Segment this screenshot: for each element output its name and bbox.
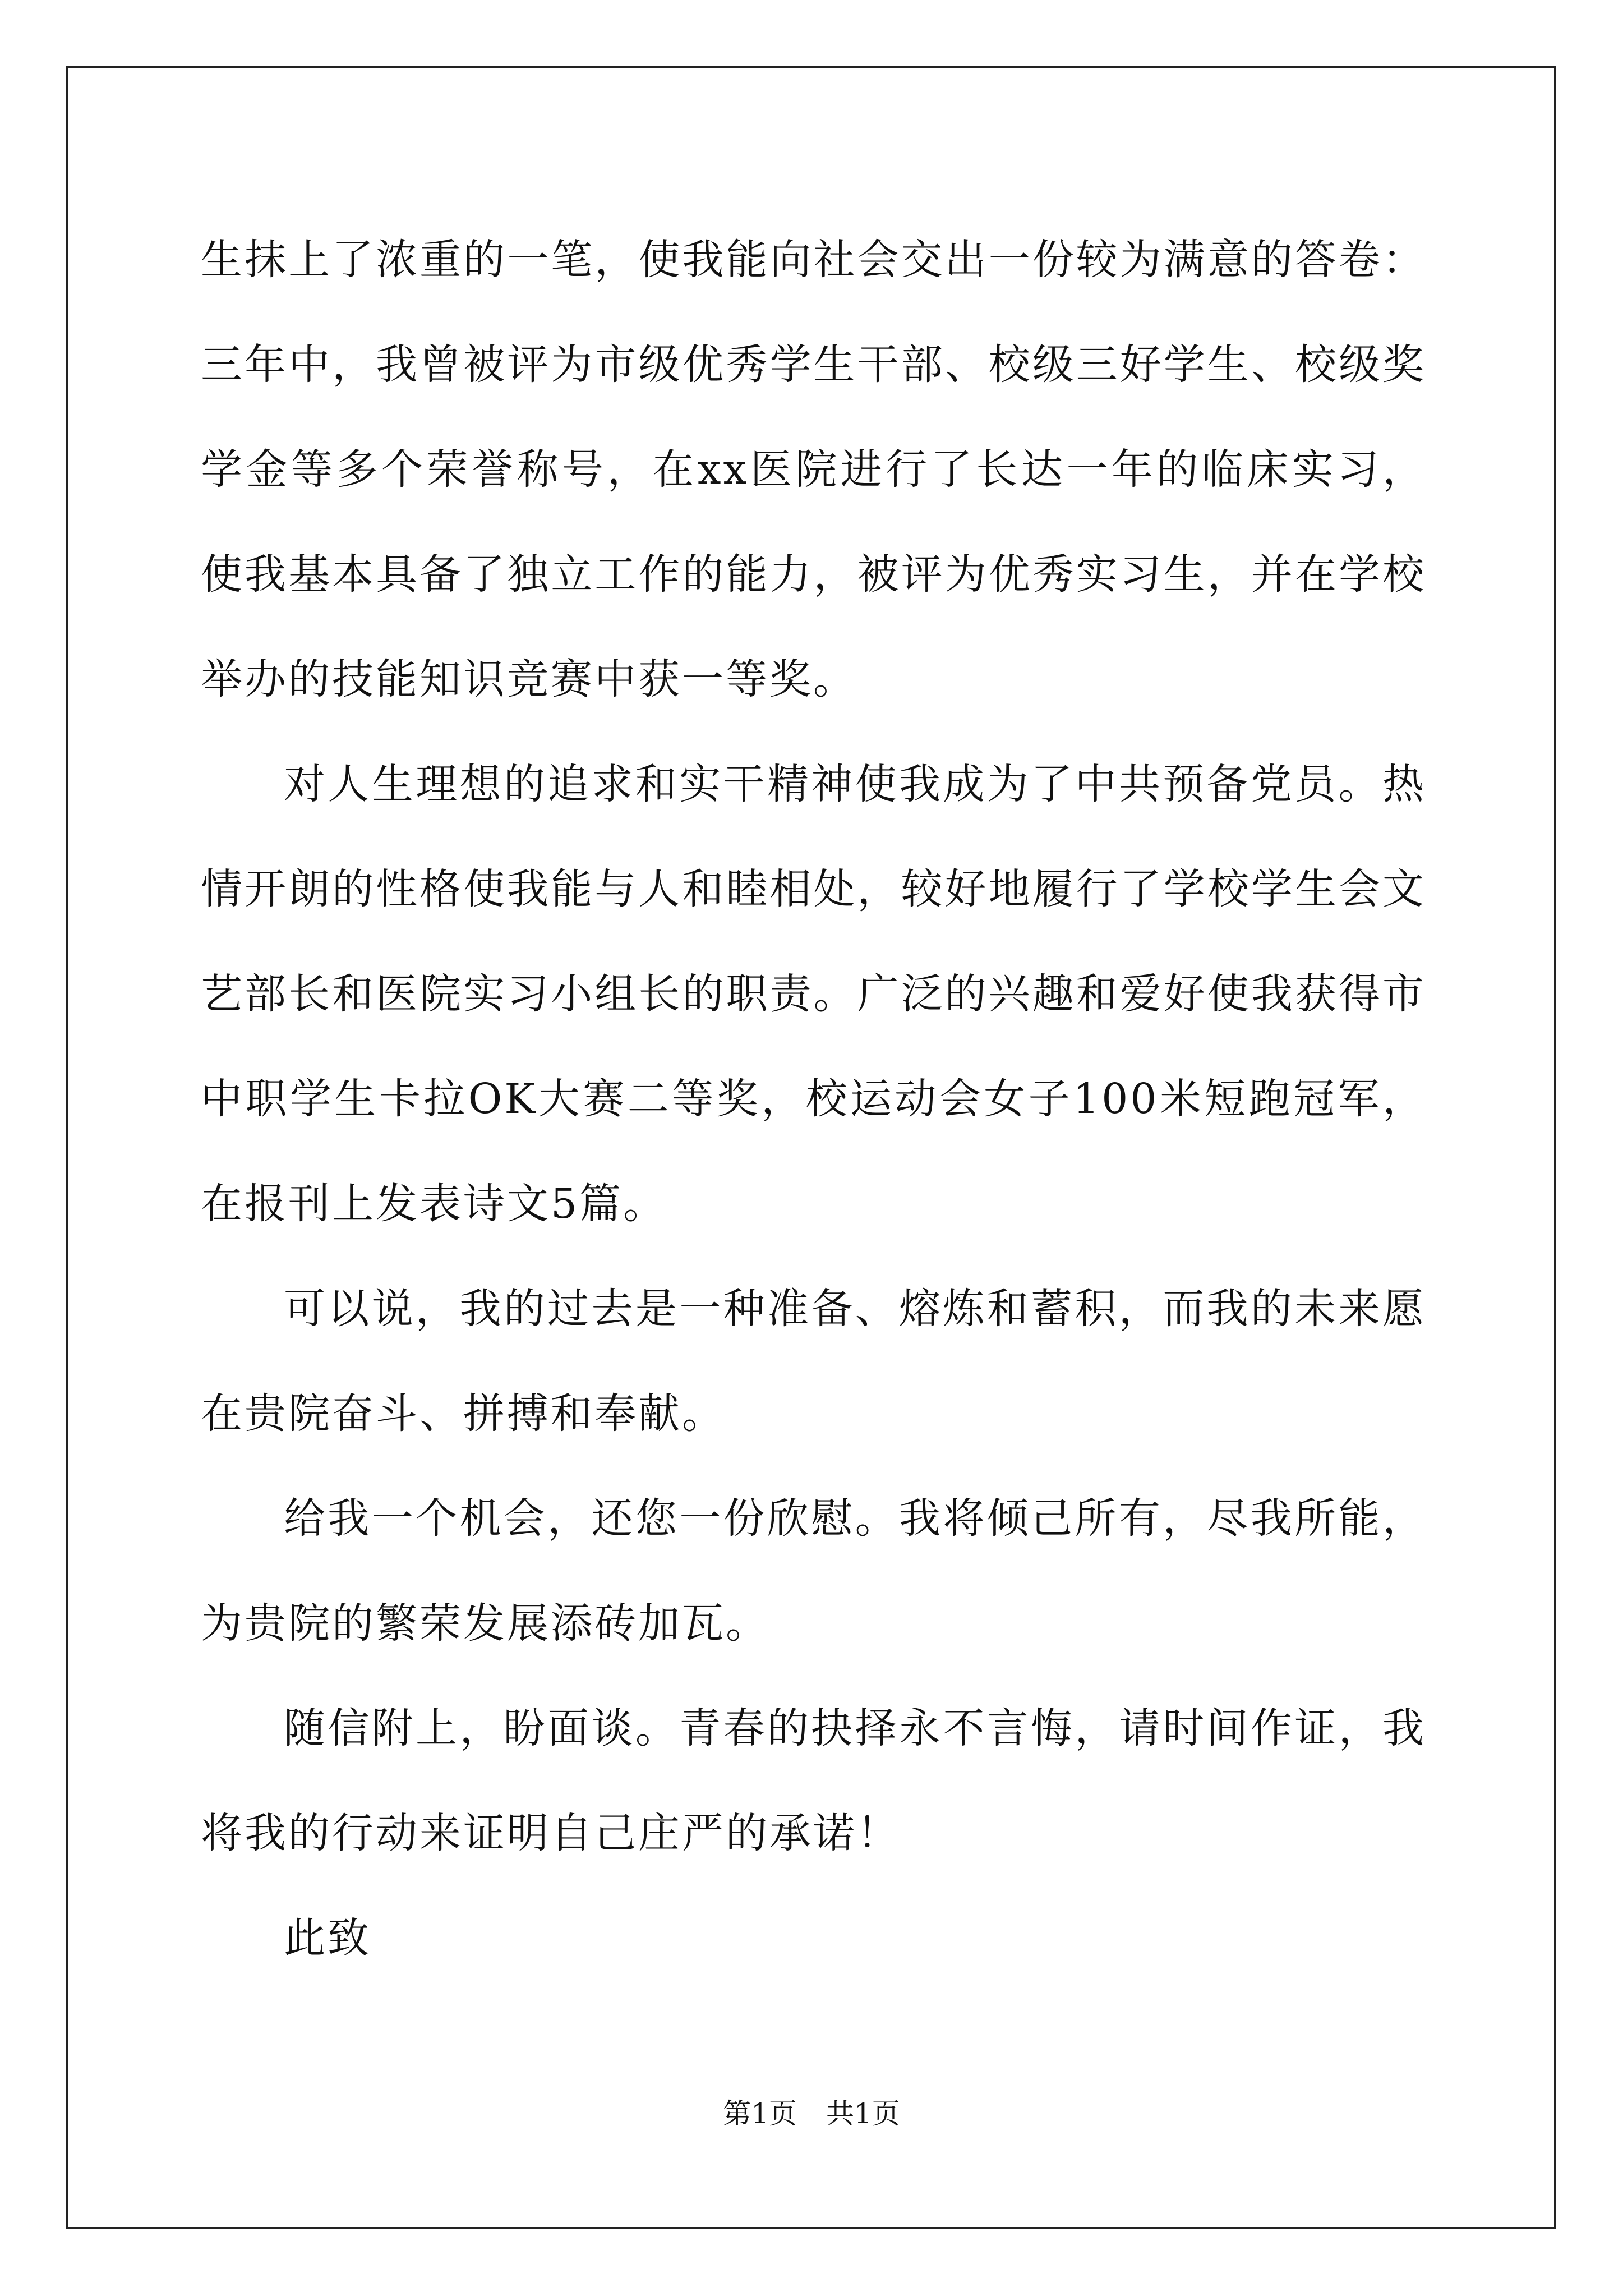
paragraph-2: 对人生理想的追求和实干精神使我成为了中共预备党员。热情开朗的性格使我能与人和睦相处，较好地履行了学校学生会文艺部长和医院实习小组长的职责。广泛的兴趣和爱好使我获得市中职学生卡拉OK大赛二等奖，校运动会女子100米短跑冠军，在报刊上发表诗文5篇。 [201, 760, 1426, 1228]
paragraph-3: 可以说，我的过去是一种准备、熔炼和蓄积，而我的未来愿在贵院奋斗、拼搏和奉献。 [201, 1285, 1426, 1438]
paragraph-1: 生抹上了浓重的一笔，使我能向社会交出一份较为满意的答卷：三年中，我曾被评为市级优秀学生干部、校级三好学生、校级奖学金等多个荣誉称号，在xx医院进行了长达一年的临床实习，使我基本具备了独立工作的能力，被评为优秀实习生，并在学校举办的技能知识竞赛中获一等奖。 [201, 236, 1426, 703]
paragraph-5: 随信附上，盼面谈。青春的抉择永不言悔，请时间作证，我将我的行动来证明自己庄严的承诺！ [201, 1704, 1426, 1857]
page-number-current: 第1页 [723, 2097, 797, 2130]
paragraph-4: 给我一个机会，还您一份欣慰。我将倾己所有，尽我所能，为贵院的繁荣发展添砖加瓦。 [201, 1494, 1426, 1648]
page-number-total: 共1页 [826, 2097, 900, 2130]
document-body [201, 208, 1426, 1991]
page-footer [0, 2091, 1623, 2132]
closing-salutation: 此致 [284, 1914, 371, 1962]
